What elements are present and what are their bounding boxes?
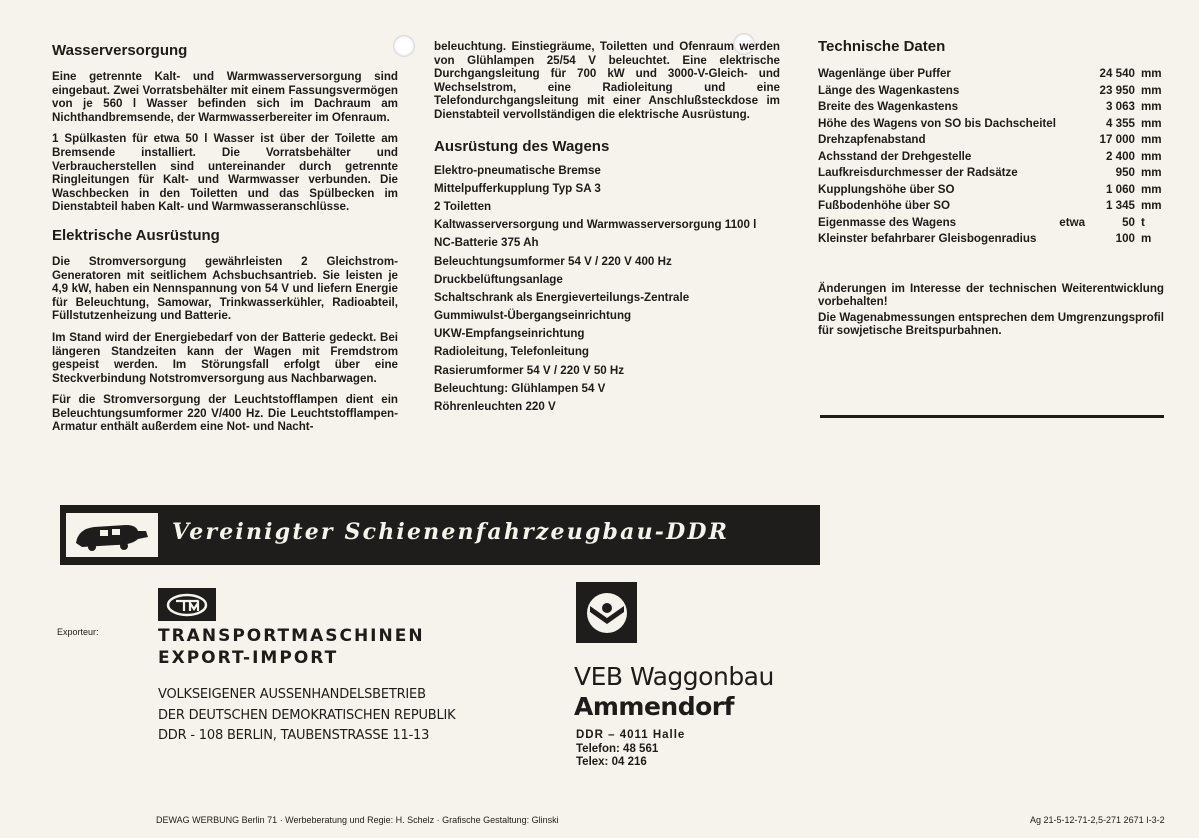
exporter-title-line-1: TRANSPORTMASCHINEN	[158, 626, 425, 646]
locomotive-icon	[66, 513, 158, 557]
spec-unit: m	[1141, 232, 1152, 245]
spec-label: Drehzapfenabstand	[818, 133, 926, 146]
spec-value: 3 063	[1105, 100, 1135, 113]
spec-value: 950	[1115, 166, 1135, 179]
spec-unit: mm	[1141, 182, 1162, 196]
spec-label: Kleinster befahrbarer Gleisbogenradius	[818, 232, 1037, 245]
spec-value: 2 400	[1105, 149, 1135, 163]
spec-label: Höhe des Wagens von SO bis Dachscheitel	[818, 116, 1056, 130]
equipment-heading: Ausrüstung des Wagens	[434, 137, 610, 155]
spec-qualifier	[1059, 83, 1099, 100]
spec-value: 24 540	[1099, 67, 1135, 80]
exporter-address-line-1: VOLKSEIGENER AUSSENHANDELSBETRIEB	[158, 687, 426, 702]
spec-value: 1 060	[1105, 182, 1135, 196]
spec-row	[818, 132, 1163, 149]
spec-row	[818, 198, 1163, 215]
exporter-label: Exporteur:	[57, 627, 99, 637]
spec-row	[818, 231, 1163, 248]
exporter-address	[158, 685, 456, 747]
spec-label: Laufkreisdurchmesser der Radsätze	[818, 166, 1018, 179]
column-water-electrical	[52, 42, 398, 442]
equipment-item: Beleuchtungsumformer 54 V / 220 V 400 Hz	[434, 254, 672, 268]
equipment-list	[434, 162, 780, 417]
spec-value: 1 345	[1105, 199, 1135, 212]
manufacturer-name-line-2: Ammendorf	[574, 692, 734, 721]
spec-value: 100	[1115, 232, 1135, 245]
waggonbau-logo-icon	[576, 582, 637, 643]
equipment-item: Beleuchtung: Glühlampen 54 V	[434, 381, 606, 395]
spec-value: 23 950	[1099, 83, 1135, 97]
note-paragraph-2: Die Wagenabmessungen entsprechen dem Umgrenzungsprofil für sowjetische Breitspurbahnen.	[818, 310, 1164, 338]
equipment-item: 2 Toiletten	[434, 199, 492, 213]
exporter-address-line-3: DDR - 108 BERLIN, TAUBENSTRASSE 11-13	[158, 728, 430, 743]
spec-label: Kupplungshöhe über SO	[818, 182, 955, 196]
manufacturer-address	[576, 729, 685, 770]
water-paragraph-1: Eine getrennte Kalt- und Warmwasserversorgung sind eingebaut. Zwei Vorratsbehälter mit einem Fassungsvermögen von je 560 l Wasser befinden sich im Dachraum am Nichthandbremsende, der Warmwasserbereiter im Ofenraum.	[52, 70, 398, 124]
spec-row	[818, 182, 1163, 199]
tm-logo-icon	[158, 588, 216, 621]
exporter-title	[158, 625, 425, 669]
spec-unit: t	[1141, 215, 1145, 229]
exporter-address-line-2: DER DEUTSCHEN DEMOKRATISCHEN REPUBLIK	[158, 707, 456, 723]
equipment-item: Mittelpufferkupplung Typ SA 3	[434, 181, 601, 195]
spec-unit: mm	[1141, 116, 1162, 130]
spec-qualifier	[1059, 231, 1099, 248]
column-equipment	[434, 40, 780, 416]
equipment-item: NC-Batterie 375 Ah	[434, 236, 539, 250]
spec-row	[818, 165, 1163, 182]
spec-row	[818, 149, 1163, 166]
spec-label: Wagenlänge über Puffer	[818, 67, 951, 80]
spec-unit: mm	[1141, 67, 1162, 80]
footer-credits: DEWAG WERBUNG Berlin 71 · Werbeberatung und Regie: H. Schelz · Grafische Gestaltung: Glinski	[156, 815, 559, 825]
electrical-heading: Elektrische Ausrüstung	[52, 226, 220, 244]
equipment-item: Kaltwasserversorgung und Warmwasserversorgung 1100 l	[434, 218, 757, 232]
spec-row	[818, 99, 1163, 116]
spec-qualifier	[1059, 66, 1099, 83]
water-heading: Wasserversorgung	[52, 42, 188, 59]
spec-qualifier	[1059, 165, 1099, 182]
spec-qualifier	[1059, 99, 1099, 116]
spec-qualifier	[1059, 132, 1099, 149]
equipment-item: Schaltschrank als Energieverteilungs-Zentrale	[434, 290, 690, 304]
spec-unit: mm	[1141, 100, 1162, 113]
spec-row	[818, 116, 1163, 133]
spec-value: 50	[1122, 215, 1135, 229]
spec-label: Länge des Wagenkastens	[818, 83, 960, 97]
footer-print-code: Ag 21-5-12-71-2,5-271 2671 I-3-2	[1030, 815, 1165, 825]
manufacturer-name-line-1: VEB Waggonbau	[574, 662, 774, 691]
exporter-title-line-2: EXPORT-IMPORT	[158, 648, 339, 668]
spec-label: Achsstand der Drehgestelle	[818, 149, 972, 163]
column-technical-data	[818, 38, 1164, 346]
equipment-item: Radioleitung, Telefonleitung	[434, 345, 590, 359]
spec-label: Breite des Wagenkastens	[818, 100, 959, 113]
equipment-item: Elektro-pneumatische Bremse	[434, 163, 601, 177]
spec-unit: mm	[1141, 199, 1162, 212]
equipment-item: Gummiwulst-Übergangseinrichtung	[434, 309, 632, 323]
manufacturer-phone: Telefon: 48 561	[576, 742, 659, 755]
spec-unit: mm	[1141, 133, 1162, 146]
spec-unit: mm	[1141, 166, 1162, 179]
note-paragraph-1: Änderungen im Interesse der technischen Weiterentwicklung vorbehalten!	[818, 281, 1164, 309]
manufacturer-telex: Telex: 04 216	[576, 756, 647, 768]
electrical-paragraph-2: Im Stand wird der Energiebedarf von der Batterie gedeckt. Bei längeren Standzeiten kann der Wagen mit Fremdstrom gespeist werden. Im Störungsfall erfolgt über eine Steckverbindung Notstromversorgung aus Nachbarwagen.	[52, 330, 398, 385]
spec-value: 4 355	[1105, 116, 1135, 130]
spec-row	[818, 83, 1163, 100]
equipment-item: Röhrenleuchten 220 V	[434, 400, 556, 413]
vsd-banner	[60, 505, 820, 565]
water-paragraph-2: 1 Spülkasten für etwa 50 l Wasser ist über der Toilette am Bremsende installiert. Die Vorratsbehälter und Verbraucherstellen sind untereinander durch getrennte Ringleitungen für Kalt- und Warmwasser verbunden. Die Waschbecken in den Toiletten und das Spülbecken im Dienstabteil haben Kalt- und Warmwasseranschlüsse.	[52, 132, 398, 214]
banner-title: Vereinigter Schienenfahrzeugbau-DDR	[172, 519, 730, 545]
equipment-item: Druckbelüftungsanlage	[434, 272, 563, 286]
equipment-item: UKW-Empfangseinrichtung	[434, 327, 585, 341]
spec-row	[818, 215, 1163, 232]
spec-label: Eigenmasse des Wagens	[818, 215, 957, 229]
divider-rule	[820, 415, 1164, 418]
technical-data-heading: Technische Daten	[818, 38, 946, 55]
electrical-paragraph-1: Die Stromversorgung gewährleisten 2 Gleichstrom-Generatoren mit seitlichem Achsbuchsantrieb. Sie leisten je 4,9 kW, haben ein Nennspannung von 54 V und liefern Energie für Beleuchtung, Samowar, Trinkwasserkühler, Radioabteil, Füllstutzenheizung und Batterie.	[52, 254, 398, 323]
spec-unit: mm	[1141, 149, 1162, 163]
spec-qualifier	[1059, 149, 1099, 166]
spec-qualifier	[1059, 182, 1099, 199]
spec-label: Fußbodenhöhe über SO	[818, 199, 951, 212]
spec-unit: mm	[1141, 83, 1162, 97]
manufacturer-address-line-1: DDR – 4011 Halle	[576, 729, 686, 741]
spec-qualifier: etwa	[1059, 215, 1086, 229]
spec-row	[818, 66, 1163, 83]
spec-qualifier	[1059, 116, 1099, 133]
spec-value: 17 000	[1099, 133, 1135, 146]
technical-data-table	[818, 66, 1163, 248]
electrical-continuation-paragraph: beleuchtung. Einstiegräume, Toiletten und Ofenraum werden von Glühlampen 25/54 V beleuchtet. Eine elektrische Durchgangsleitung für 700 kW und 3000-V-Gleich- und Wechselstrom, eine Radioleitung und eine Telefondurchgangsleitung mit einer Anschlußsteckdose im Dienstabteil vervollständigen die elektrische Ausrüstung.	[434, 40, 780, 121]
equipment-item: Rasierumformer 54 V / 220 V 50 Hz	[434, 363, 625, 377]
spec-qualifier	[1059, 198, 1099, 215]
electrical-paragraph-3: Für die Stromversorgung der Leuchtstofflampen dient ein Beleuchtungsumformer 220 V/400 Hz. Die Leuchtstofflampen-Armatur enthält außerdem eine Not- und Nacht-	[52, 393, 398, 434]
manufacturer-name	[574, 662, 774, 722]
